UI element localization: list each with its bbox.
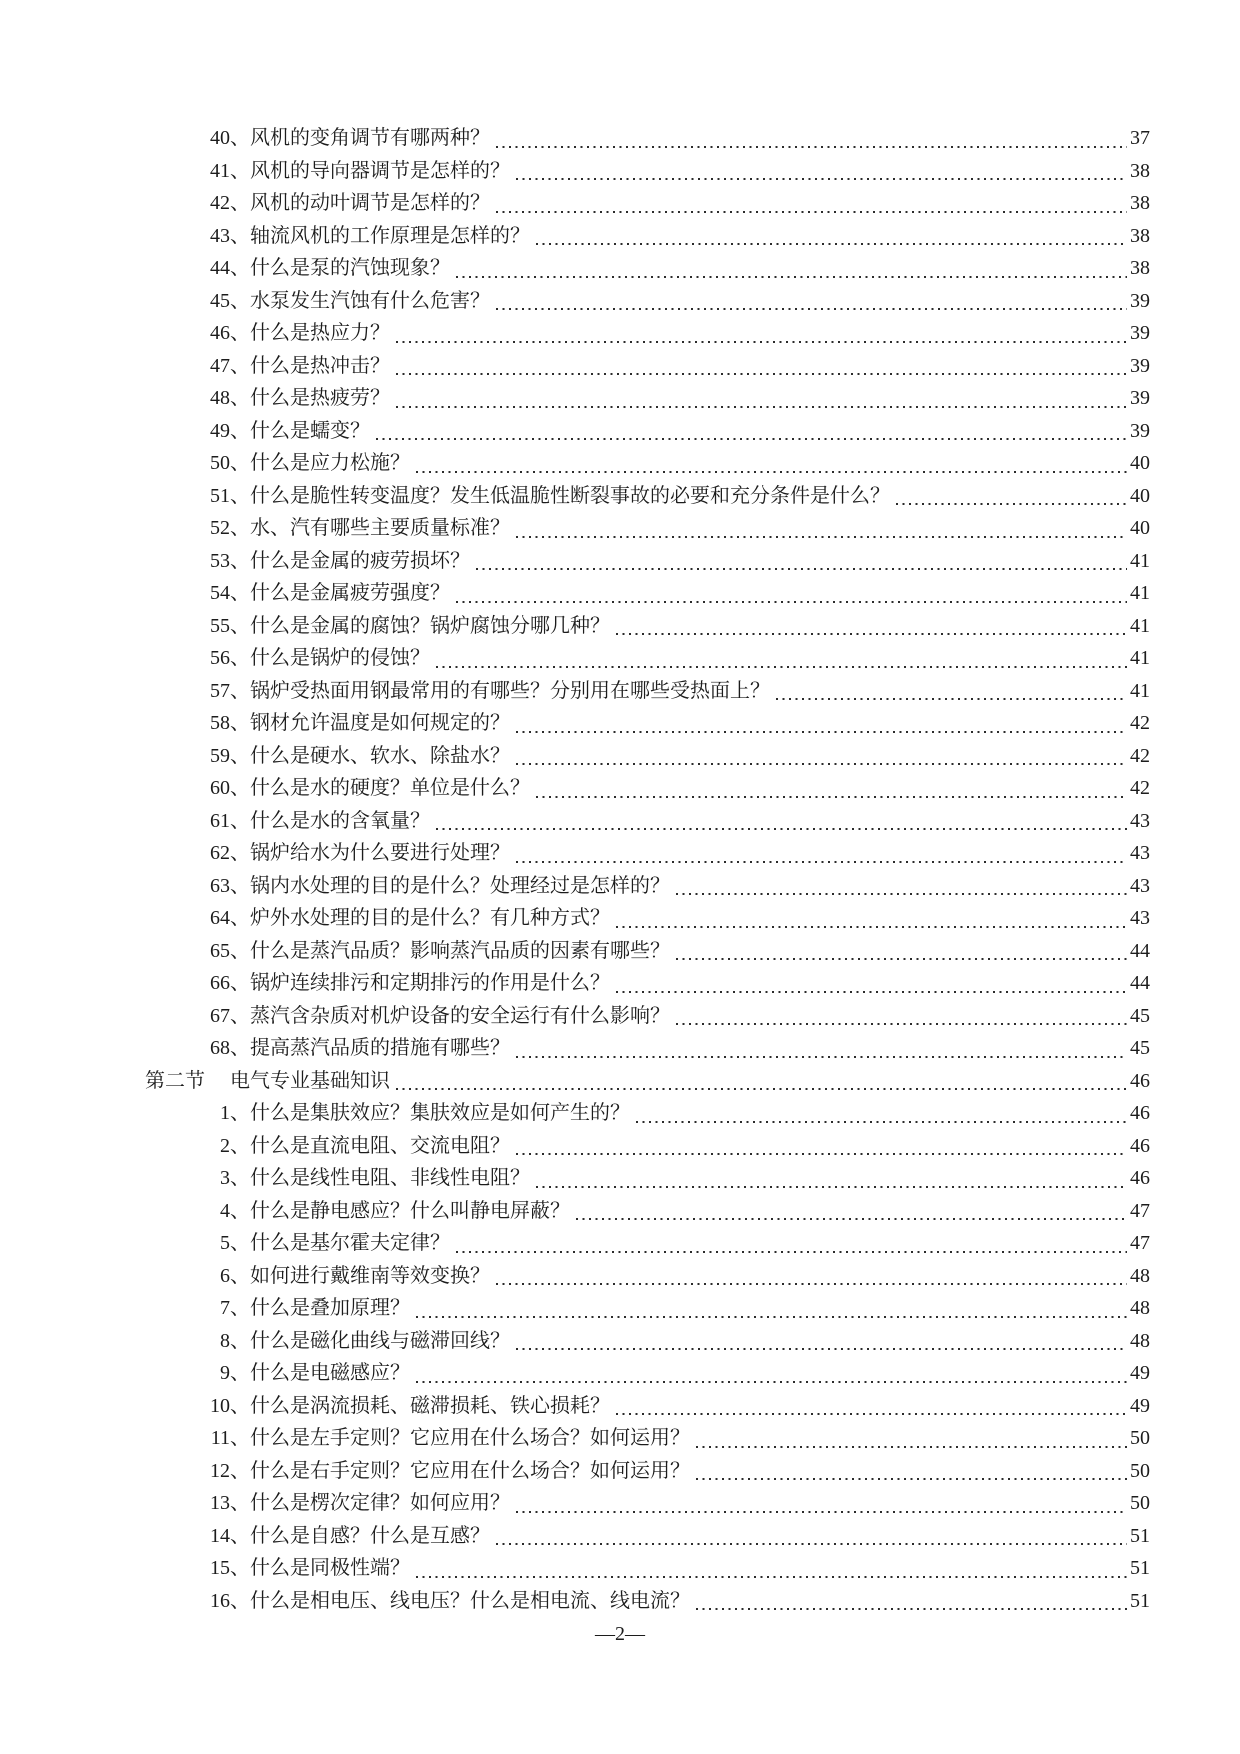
entry-title: 什么是金属的腐蚀？锅炉腐蚀分哪几种？ <box>250 614 610 637</box>
dot-leader <box>516 512 1127 545</box>
toc-entry <box>0 252 1240 285</box>
toc-entry <box>0 1292 1240 1325</box>
toc-entry <box>0 1520 1240 1553</box>
entry-page-number: 46 <box>1130 1167 1150 1189</box>
toc-entry <box>0 350 1240 383</box>
entry-page-number: 50 <box>1130 1427 1150 1449</box>
entry-title: 什么是直流电阻、交流电阻？ <box>250 1134 510 1157</box>
entry-page-number: 38 <box>1130 257 1150 279</box>
entry-title: 什么是相电压、线电压？什么是相电流、线电流？ <box>250 1589 690 1612</box>
entry-page-number: 38 <box>1130 192 1150 214</box>
entry-number: 42、 <box>210 192 250 214</box>
entry-title: 什么是楞次定律？如何应用？ <box>250 1492 510 1514</box>
entry-page-number: 45 <box>1130 1004 1150 1027</box>
toc-entry <box>0 1390 1240 1423</box>
entry-number: 14、 <box>210 1524 250 1547</box>
dot-leader <box>416 1357 1127 1390</box>
entry-page-number: 47 <box>1130 1232 1150 1254</box>
toc-entry <box>0 382 1240 415</box>
dot-leader <box>516 740 1127 773</box>
entry-page-number: 51 <box>1130 1589 1150 1612</box>
entry-number: 4、 <box>220 1199 250 1222</box>
dot-leader <box>616 902 1127 935</box>
entry-title: 什么是金属的疲劳损坏？ <box>250 549 470 572</box>
entry-page-number: 50 <box>1130 1492 1150 1514</box>
entry-title: 什么是叠加原理？ <box>250 1297 410 1319</box>
entry-page-number: 41 <box>1130 679 1150 702</box>
entry-page-number: 40 <box>1130 452 1150 474</box>
entry-title: 什么是水的硬度？单位是什么？ <box>250 777 530 799</box>
entry-number: 51、 <box>210 484 250 507</box>
entry-page-number: 49 <box>1130 1394 1150 1417</box>
toc-entry <box>0 1097 1240 1130</box>
entry-number: 43、 <box>210 224 250 247</box>
entry-page-number: 51 <box>1130 1524 1150 1547</box>
entry-title: 什么是应力松施？ <box>250 452 410 474</box>
dot-leader <box>416 1292 1127 1325</box>
entry-number: 1、 <box>220 1102 250 1124</box>
entry-title: 什么是泵的汽蚀现象？ <box>250 257 450 279</box>
entry-page-number: 43 <box>1130 874 1150 897</box>
toc-entry <box>0 285 1240 318</box>
dot-leader <box>416 1552 1127 1585</box>
dot-leader <box>496 285 1127 318</box>
toc-entry <box>0 772 1240 805</box>
toc-entry <box>0 1130 1240 1163</box>
toc-entry <box>0 1000 1240 1033</box>
entry-title: 水、汽有哪些主要质量标准？ <box>250 517 510 539</box>
entry-page-number: 47 <box>1130 1199 1150 1222</box>
entry-number: 50、 <box>210 452 250 474</box>
entry-number: 5、 <box>220 1232 250 1254</box>
toc-entry <box>0 870 1240 903</box>
dot-leader <box>516 1487 1127 1520</box>
entry-title: 锅炉受热面用钢最常用的有哪些？分别用在哪些受热面上？ <box>250 679 770 702</box>
dot-leader <box>396 350 1127 383</box>
toc-entry <box>0 317 1240 350</box>
entry-number: 13、 <box>210 1492 250 1514</box>
dot-leader <box>616 610 1127 643</box>
entry-page-number: 49 <box>1130 1362 1150 1384</box>
entry-number: 6、 <box>220 1264 250 1287</box>
entry-page-number: 38 <box>1130 224 1150 247</box>
entry-page-number: 39 <box>1130 387 1150 409</box>
entry-number: 65、 <box>210 939 250 962</box>
dot-leader <box>676 935 1127 968</box>
entry-page-number: 43 <box>1130 842 1150 864</box>
entry-page-number: 41 <box>1130 647 1150 669</box>
entry-title: 什么是热应力？ <box>250 322 390 344</box>
entry-title: 提高蒸汽品质的措施有哪些？ <box>250 1037 510 1059</box>
entry-title: 什么是集肤效应？集肤效应是如何产生的？ <box>250 1102 630 1124</box>
toc-entry <box>0 1487 1240 1520</box>
entry-number: 61、 <box>210 809 250 832</box>
entry-number: 66、 <box>210 972 250 994</box>
entry-page-number: 39 <box>1130 289 1150 312</box>
toc-entry <box>0 1032 1240 1065</box>
entry-number: 9、 <box>220 1362 250 1384</box>
entry-title: 什么是涡流损耗、磁滞损耗、铁心损耗？ <box>250 1394 610 1417</box>
toc-entry <box>0 837 1240 870</box>
toc-entry <box>0 1260 1240 1293</box>
entry-title: 什么是蠕变？ <box>250 419 370 442</box>
entry-page-number: 46 <box>1130 1102 1150 1124</box>
entry-title: 什么是硬水、软水、除盐水？ <box>250 744 510 767</box>
entry-title: 锅内水处理的目的是什么？处理经过是怎样的？ <box>250 874 670 897</box>
dot-leader <box>536 1162 1127 1195</box>
entry-page-number: 40 <box>1130 484 1150 507</box>
dot-leader <box>616 1390 1127 1423</box>
toc-list <box>0 122 1240 1617</box>
entry-title: 风机的导向器调节是怎样的？ <box>250 159 510 182</box>
dot-leader <box>676 870 1127 903</box>
dot-leader <box>396 382 1127 415</box>
entry-number: 49、 <box>210 419 250 442</box>
entry-title: 蒸汽含杂质对机炉设备的安全运行有什么影响？ <box>250 1004 670 1027</box>
dot-leader <box>416 447 1127 480</box>
entry-number: 53、 <box>210 549 250 572</box>
dot-leader <box>516 1032 1127 1065</box>
dot-leader <box>636 1097 1127 1130</box>
toc-entry <box>0 1162 1240 1195</box>
dot-leader <box>696 1455 1127 1488</box>
entry-page-number: 39 <box>1130 354 1150 377</box>
entry-title: 什么是磁化曲线与磁滞回线？ <box>250 1329 510 1352</box>
toc-entry <box>0 187 1240 220</box>
entry-number: 8、 <box>220 1329 250 1352</box>
entry-number: 67、 <box>210 1004 250 1027</box>
entry-page-number: 41 <box>1130 614 1150 637</box>
toc-entry <box>0 447 1240 480</box>
toc-entry <box>0 512 1240 545</box>
entry-number: 3、 <box>220 1167 250 1189</box>
dot-leader <box>496 1520 1127 1553</box>
entry-number: 64、 <box>210 907 250 929</box>
toc-entry <box>0 740 1240 773</box>
entry-number: 56、 <box>210 647 250 669</box>
toc-entry <box>0 1227 1240 1260</box>
dot-leader <box>456 577 1127 610</box>
page-number-footer: —2— <box>595 1623 645 1645</box>
dot-leader <box>676 1000 1127 1033</box>
dot-leader <box>516 1130 1127 1163</box>
entry-title: 什么是左手定则？它应用在什么场合？如何运用？ <box>250 1427 690 1449</box>
entry-number: 46、 <box>210 322 250 344</box>
toc-entry <box>0 1422 1240 1455</box>
entry-number: 15、 <box>210 1557 250 1579</box>
entry-title: 什么是基尔霍夫定律？ <box>250 1232 450 1254</box>
entry-title: 风机的动叶调节是怎样的？ <box>250 192 490 214</box>
entry-page-number: 39 <box>1130 419 1150 442</box>
toc-entry <box>0 707 1240 740</box>
dot-leader <box>576 1195 1127 1228</box>
toc-entry <box>0 1455 1240 1488</box>
entry-title: 什么是热冲击？ <box>250 354 390 377</box>
dot-leader <box>396 1065 1127 1098</box>
entry-number: 55、 <box>210 614 250 637</box>
entry-number: 62、 <box>210 842 250 864</box>
entry-page-number: 40 <box>1130 517 1150 539</box>
entry-page-number: 43 <box>1130 907 1150 929</box>
dot-leader <box>776 675 1127 708</box>
entry-number: 52、 <box>210 517 250 539</box>
section-title: 电气专业基础知识 <box>230 1069 390 1092</box>
dot-leader <box>516 155 1127 188</box>
entry-page-number: 48 <box>1130 1329 1150 1352</box>
entry-page-number: 45 <box>1130 1037 1150 1059</box>
entry-number: 60、 <box>210 777 250 799</box>
toc-section-heading <box>0 1065 1240 1098</box>
toc-entry <box>0 1585 1240 1618</box>
dot-leader <box>436 805 1127 838</box>
entry-title: 炉外水处理的目的是什么？有几种方式？ <box>250 907 610 929</box>
entry-title: 锅炉给水为什么要进行处理？ <box>250 842 510 864</box>
dot-leader <box>696 1422 1127 1455</box>
entry-page-number: 42 <box>1130 712 1150 734</box>
entry-number: 58、 <box>210 712 250 734</box>
section-label: 第二节 <box>145 1069 205 1092</box>
toc-entry <box>0 1195 1240 1228</box>
entry-page-number: 51 <box>1130 1557 1150 1579</box>
toc-entry <box>0 967 1240 1000</box>
toc-entry <box>0 675 1240 708</box>
entry-number: 48、 <box>210 387 250 409</box>
entry-number: 44、 <box>210 257 250 279</box>
toc-entry <box>0 480 1240 513</box>
entry-page-number: 42 <box>1130 744 1150 767</box>
dot-leader <box>456 252 1127 285</box>
toc-entry <box>0 220 1240 253</box>
entry-page-number: 38 <box>1130 159 1150 182</box>
entry-title: 锅炉连续排污和定期排污的作用是什么？ <box>250 972 610 994</box>
toc-entry <box>0 415 1240 448</box>
dot-leader <box>536 772 1127 805</box>
entry-title: 轴流风机的工作原理是怎样的？ <box>250 224 530 247</box>
toc-entry <box>0 902 1240 935</box>
dot-leader <box>476 545 1127 578</box>
entry-number: 40、 <box>210 127 250 149</box>
entry-page-number: 46 <box>1130 1069 1150 1092</box>
toc-entry <box>0 155 1240 188</box>
toc-entry <box>0 642 1240 675</box>
entry-title: 什么是同极性端？ <box>250 1557 410 1579</box>
dot-leader <box>496 1260 1127 1293</box>
entry-number: 59、 <box>210 744 250 767</box>
entry-title: 如何进行戴维南等效变换？ <box>250 1264 490 1287</box>
entry-number: 2、 <box>220 1134 250 1157</box>
entry-number: 63、 <box>210 874 250 897</box>
entry-number: 68、 <box>210 1037 250 1059</box>
entry-number: 45、 <box>210 289 250 312</box>
entry-title: 什么是脆性转变温度？发生低温脆性断裂事故的必要和充分条件是什么？ <box>250 484 890 507</box>
entry-title: 什么是金属疲劳强度？ <box>250 582 450 604</box>
dot-leader <box>896 480 1127 513</box>
dot-leader <box>436 642 1127 675</box>
entry-title: 什么是静电感应？什么叫静电屏蔽？ <box>250 1199 570 1222</box>
entry-title: 什么是自感？什么是互感？ <box>250 1524 490 1547</box>
entry-title: 风机的变角调节有哪两种？ <box>250 127 490 149</box>
entry-page-number: 44 <box>1130 939 1150 962</box>
entry-number: 11、 <box>210 1427 250 1449</box>
dot-leader <box>496 122 1127 155</box>
entry-title: 水泵发生汽蚀有什么危害？ <box>250 289 490 312</box>
entry-page-number: 48 <box>1130 1264 1150 1287</box>
entry-title: 什么是线性电阻、非线性电阻？ <box>250 1167 530 1189</box>
entry-page-number: 50 <box>1130 1459 1150 1482</box>
entry-title: 钢材允许温度是如何规定的？ <box>250 712 510 734</box>
entry-title: 什么是锅炉的侵蚀？ <box>250 647 430 669</box>
entry-number: 10、 <box>210 1394 250 1417</box>
dot-leader <box>496 187 1127 220</box>
toc-entry <box>0 122 1240 155</box>
toc-entry <box>0 545 1240 578</box>
toc-entry <box>0 1357 1240 1390</box>
entry-page-number: 44 <box>1130 972 1150 994</box>
toc-entry <box>0 805 1240 838</box>
entry-number: 7、 <box>220 1297 250 1319</box>
entry-number: 54、 <box>210 582 250 604</box>
dot-leader <box>516 1325 1127 1358</box>
entry-number: 47、 <box>210 354 250 377</box>
entry-page-number: 41 <box>1130 549 1150 572</box>
entry-page-number: 42 <box>1130 777 1150 799</box>
dot-leader <box>616 967 1127 1000</box>
dot-leader <box>516 707 1127 740</box>
entry-page-number: 39 <box>1130 322 1150 344</box>
entry-page-number: 41 <box>1130 582 1150 604</box>
entry-title: 什么是电磁感应？ <box>250 1362 410 1384</box>
entry-page-number: 48 <box>1130 1297 1150 1319</box>
toc-entry <box>0 935 1240 968</box>
toc-entry <box>0 577 1240 610</box>
dot-leader <box>516 837 1127 870</box>
entry-title: 什么是右手定则？它应用在什么场合？如何运用？ <box>250 1459 690 1482</box>
toc-entry <box>0 1325 1240 1358</box>
entry-page-number: 37 <box>1130 127 1150 149</box>
dot-leader <box>456 1227 1127 1260</box>
entry-number: 12、 <box>210 1459 250 1482</box>
entry-number: 57、 <box>210 679 250 702</box>
dot-leader <box>696 1585 1127 1618</box>
entry-page-number: 46 <box>1130 1134 1150 1157</box>
dot-leader <box>396 317 1127 350</box>
entry-title: 什么是蒸汽品质？影响蒸汽品质的因素有哪些？ <box>250 939 670 962</box>
dot-leader <box>376 415 1127 448</box>
toc-entry <box>0 610 1240 643</box>
entry-title: 什么是热疲劳？ <box>250 387 390 409</box>
entry-title: 什么是水的含氧量？ <box>250 809 430 832</box>
dot-leader <box>536 220 1127 253</box>
entry-number: 41、 <box>210 159 250 182</box>
entry-number: 16、 <box>210 1589 250 1612</box>
toc-entry <box>0 1552 1240 1585</box>
entry-page-number: 43 <box>1130 809 1150 832</box>
